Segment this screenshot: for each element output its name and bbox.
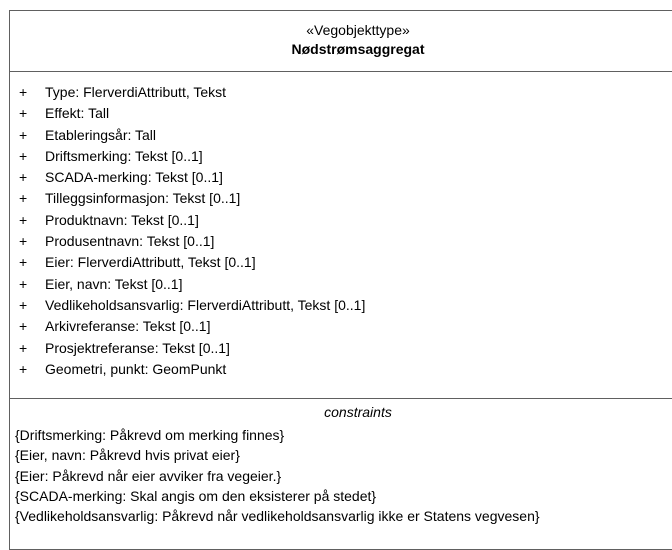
visibility-marker: + <box>19 296 28 313</box>
class-header <box>10 11 672 72</box>
attribute-row <box>10 252 672 273</box>
class-stereotype: «Vegobjekttype» <box>306 22 410 38</box>
attribute-row <box>10 231 672 252</box>
attribute-text: Produsentnavn: Tekst [0..1] <box>45 233 215 250</box>
attribute-text: Driftsmerking: Tekst [0..1] <box>45 147 203 164</box>
visibility-marker: + <box>19 147 28 164</box>
attribute-text: Effekt: Tall <box>45 105 110 122</box>
attribute-text: SCADA-merking: Tekst [0..1] <box>45 169 223 186</box>
attribute-text: Type: FlerverdiAttributt, Tekst <box>45 84 227 100</box>
attribute-text: Eier, navn: Tekst [0..1] <box>45 275 183 292</box>
constraints-compartment <box>10 399 672 526</box>
attribute-row <box>10 167 672 188</box>
attribute-row <box>10 146 672 167</box>
visibility-marker: + <box>19 190 28 207</box>
visibility-marker: + <box>19 169 28 186</box>
attribute-row <box>10 125 672 146</box>
attribute-row <box>10 274 672 295</box>
attribute-text: Geometri, punkt: GeomPunkt <box>45 360 227 377</box>
constraints-title: constraints <box>324 404 392 420</box>
attribute-row <box>10 188 672 209</box>
class-name: Nødstrømsaggregat <box>291 41 425 57</box>
attributes-compartment <box>10 72 672 399</box>
visibility-marker: + <box>19 211 28 228</box>
attribute-text: Etableringsår: Tall <box>45 126 157 143</box>
attribute-text: Tilleggsinformasjon: Tekst [0..1] <box>45 190 241 207</box>
visibility-marker: + <box>19 254 28 271</box>
attribute-row <box>10 103 672 124</box>
constraint-row: {SCADA-merking: Skal angis om den eksisterer på stedet} <box>15 487 377 504</box>
attribute-row <box>10 316 672 337</box>
attribute-row <box>10 295 672 316</box>
constraint-row: {Driftsmerking: Påkrevd om merking finnes} <box>15 427 285 443</box>
attribute-text: Produktnavn: Tekst [0..1] <box>45 211 199 228</box>
visibility-marker: + <box>19 360 28 377</box>
attribute-text: Eier: FlerverdiAttributt, Tekst [0..1] <box>45 254 256 271</box>
uml-class-box <box>9 10 672 550</box>
attribute-row <box>10 210 672 231</box>
constraint-row: {Eier, navn: Påkrevd hvis privat eier} <box>15 447 240 464</box>
visibility-marker: + <box>19 275 28 292</box>
attribute-row <box>10 338 672 359</box>
visibility-marker: + <box>19 126 28 143</box>
constraint-row: {Vedlikeholdsansvarlig: Påkrevd når vedlikeholdsansvarlig ikke er Statens vegvesen} <box>15 508 540 525</box>
attribute-text: Prosjektreferanse: Tekst [0..1] <box>45 339 230 356</box>
attribute-text: Arkivreferanse: Tekst [0..1] <box>45 318 211 335</box>
visibility-marker: + <box>19 339 28 356</box>
visibility-marker: + <box>19 105 28 122</box>
attribute-row <box>10 359 672 380</box>
visibility-marker: + <box>19 318 28 335</box>
attribute-text: Vedlikeholdsansvarlig: FlerverdiAttributt, Tekst [0..1] <box>45 296 366 313</box>
constraint-row: {Eier: Påkrevd når eier avviker fra vegeier.} <box>15 467 282 484</box>
visibility-marker: + <box>19 84 28 100</box>
attribute-row <box>10 82 672 103</box>
visibility-marker: + <box>19 233 28 250</box>
